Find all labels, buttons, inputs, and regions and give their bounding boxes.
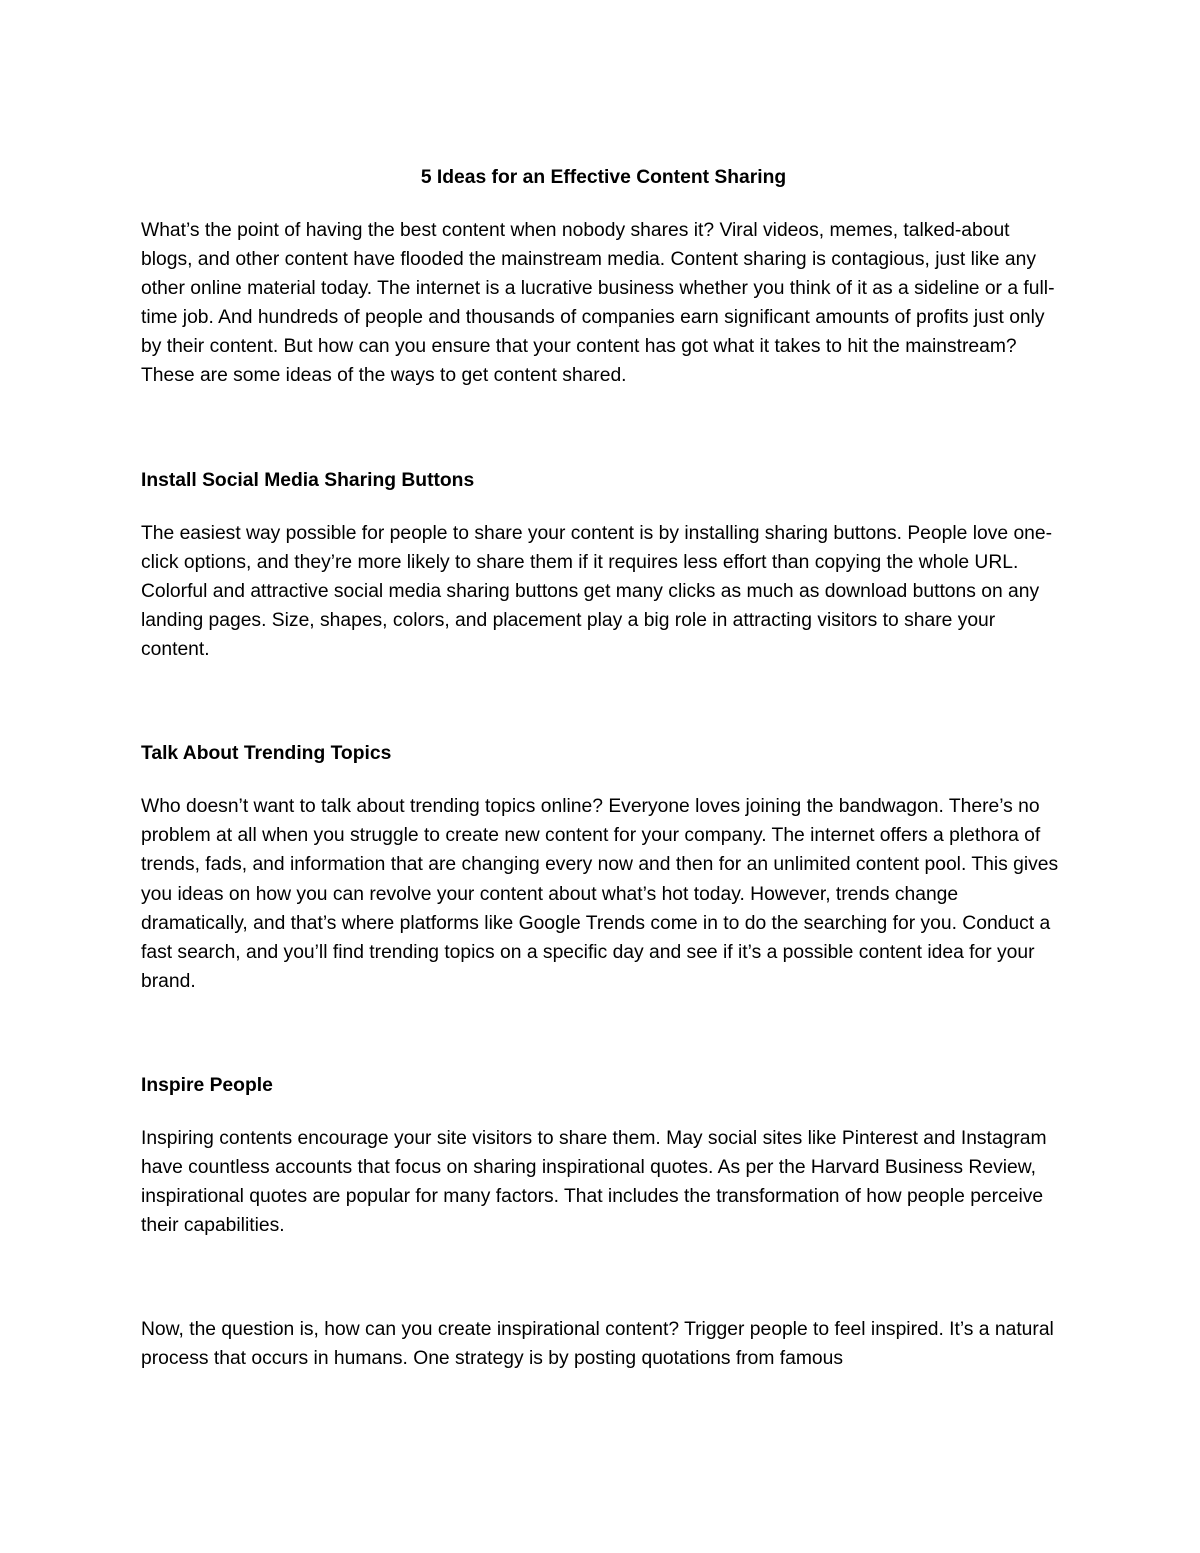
section-heading-sharing-buttons: Install Social Media Sharing Buttons <box>141 469 475 491</box>
document-title: 5 Ideas for an Effective Content Sharing <box>420 167 787 188</box>
section-body-sharing-buttons: The easiest way possible for people to share your content is by installing sharing buttons. People love one-click options, and they’re more likely to share them if it requires less effort than copying the whole URL. Colorful and attractive social media sharing buttons get many clicks as much as download buttons on any landing pages. Size, shapes, colors, and placement play a big role in attracting visitors to share your content. <box>141 522 1053 661</box>
section-body-trending-topics: Who doesn’t want to talk about trending topics online? Everyone loves joining the bandwagon. There’s no problem at all when you struggle to create new content for your company. The internet offers a plethora of trends, fads, and information that are changing every now and then for an unlimited content pool. This gives you ideas on how you can revolve your content about what’s hot today. However, trends change dramatically, and that’s where platforms like Google Trends come in to do the searching for you. Conduct a fast search, and you’ll find trending topics on a specific day and see if it’s a possible content idea for your brand. <box>141 796 1059 992</box>
section-body-inspire-people: Inspiring contents encourage your site visitors to share them. May social sites like Pinterest and Instagram have countless accounts that focus on sharing inspirational quotes. As per the Harvard Business Review, inspirational quotes are popular for many factors. That includes the transformation of how people perceive their capabilities. <box>141 1127 1047 1237</box>
document-body <box>141 163 1066 1374</box>
section-heading-inspire-people: Inspire People <box>141 1074 273 1096</box>
intro-paragraph: What’s the point of having the best content when nobody shares it? Viral videos, memes, talked-about blogs, and other content have flooded the mainstream media. Content sharing is contagious, just like any other online material today. The internet is a lucrative business whether you think of it as a sideline or a full-time job. And hundreds of people and thousands of companies earn significant amounts of profits just only by their content. But how can you ensure that your content has got what it takes to hit the mainstream? These are some ideas of the ways to get content shared. <box>141 220 1055 387</box>
section-heading-trending-topics: Talk About Trending Topics <box>141 743 392 765</box>
closing-paragraph: Now, the question is, how can you create inspirational content? Trigger people to feel inspired. It’s a natural process that occurs in humans. One strategy is by posting quotations from famous <box>141 1319 1054 1370</box>
